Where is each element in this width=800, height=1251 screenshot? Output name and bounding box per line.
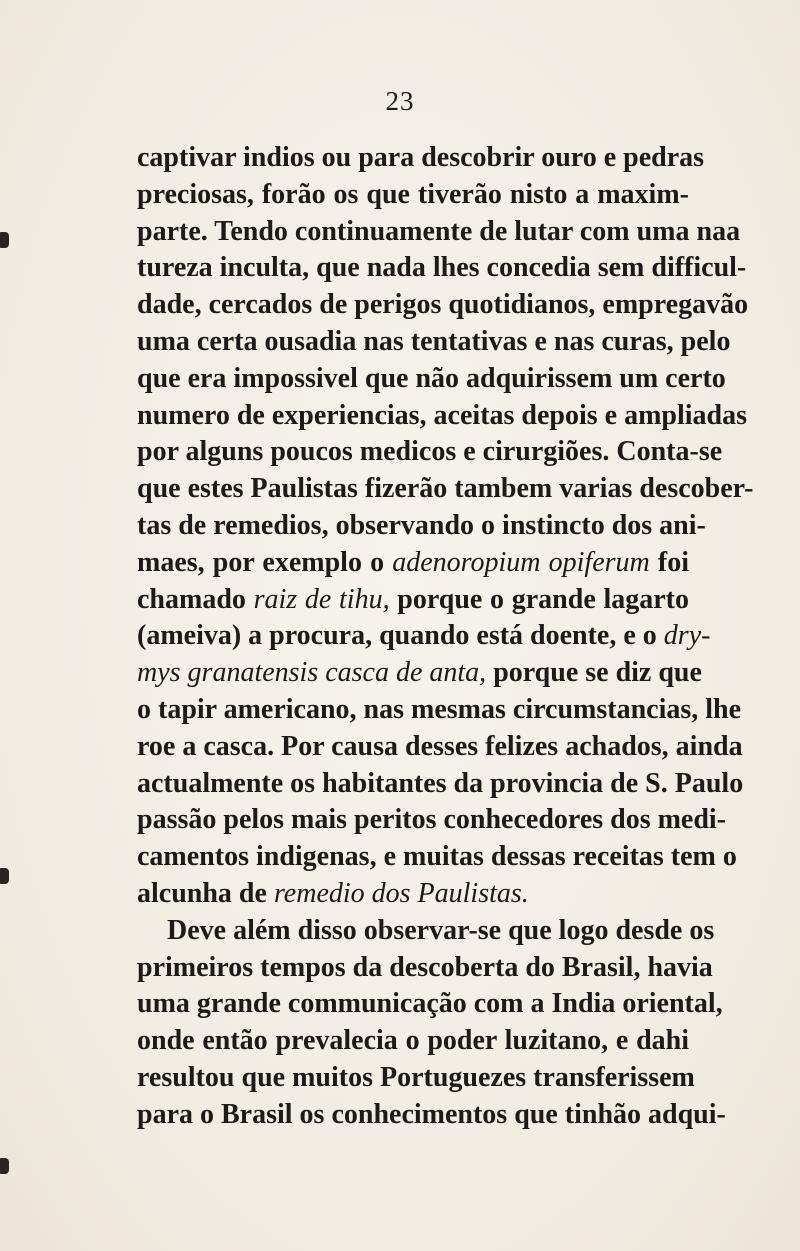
text-run: que era impossivel que não adquirissem um certo <box>137 362 726 394</box>
text-line <box>137 177 689 214</box>
text-line <box>137 655 702 692</box>
text-line <box>137 324 731 361</box>
text-line <box>137 545 689 582</box>
binding-mark <box>0 232 9 248</box>
text-line <box>137 140 705 177</box>
italic-term: dry- <box>663 620 711 652</box>
text-run: o tapir americano, nas mesmas circumstancias, lhe <box>137 693 742 725</box>
text-line <box>137 361 726 398</box>
text-line <box>137 434 723 471</box>
text-line <box>137 214 741 251</box>
text-run: (ameiva) a procura, quando está doente, e o <box>137 620 664 652</box>
text-line <box>137 766 744 803</box>
page-number: 23 <box>385 86 415 116</box>
italic-term: remedio dos Paulistas. <box>273 877 529 909</box>
text-run: camentos indigenas, e muitas dessas receitas tem o <box>137 841 737 873</box>
text-run: preciosas, forão os que tiverão nisto a maxim- <box>137 178 689 210</box>
text-line <box>137 618 711 655</box>
text-line <box>137 1060 695 1097</box>
text-run: dade, cercados de perigos quotidianos, empregavão <box>137 289 749 321</box>
text-run: actualmente os habitantes da provincia de S. Paulo <box>137 767 744 799</box>
text-run: resultou que muitos Portuguezes transferissem <box>137 1061 695 1093</box>
text-run: porque o grande lagarto <box>389 583 689 615</box>
text-line <box>137 582 689 619</box>
text-line <box>137 876 689 913</box>
text-run: onde então prevalecia o poder luzitano, e dahi <box>137 1025 689 1057</box>
text-run: alcunha de <box>137 877 274 909</box>
text-run: chamado <box>137 583 254 615</box>
text-line <box>137 471 754 508</box>
text-run: tureza inculta, que nada lhes concedia sem difficul- <box>137 252 747 284</box>
text-run: uma certa ousadia nas tentativas e nas curas, pelo <box>137 325 731 357</box>
text-line <box>137 802 727 839</box>
text-line <box>137 287 749 324</box>
text-line <box>137 692 742 729</box>
text-line <box>137 1023 689 1060</box>
text-run: captivar indios ou para descobrir ouro e pedras <box>137 142 705 173</box>
text-line <box>137 1097 726 1134</box>
italic-term: mys granatensis casca de anta, <box>137 657 487 689</box>
text-line <box>137 508 706 545</box>
text-run: porque se diz que <box>486 657 702 689</box>
text-line <box>137 729 743 766</box>
text-line <box>137 950 713 987</box>
text-run: uma grande communicação com a India oriental, <box>137 988 723 1020</box>
italic-term: raiz de tihu, <box>253 583 390 615</box>
italic-term: adenoropium opiferum <box>392 546 650 578</box>
text-line <box>137 986 723 1023</box>
text-run: maes, por exemplo o <box>137 546 393 578</box>
text-run: parte. Tendo continuamente de lutar com uma naa <box>137 215 741 247</box>
binding-mark <box>0 868 9 884</box>
text-run: por alguns poucos medicos e cirurgiões. Conta-se <box>137 436 723 468</box>
text-line <box>137 839 737 876</box>
text-run: numero de experiencias, aceitas depois e ampliadas <box>137 399 748 431</box>
text-run: passão pelos mais peritos conhecedores dos medi- <box>137 804 727 836</box>
text-line <box>137 250 747 287</box>
body-text <box>137 140 754 1134</box>
text-run: tas de remedios, observando o instincto dos ani- <box>137 509 706 541</box>
text-run: foi <box>649 546 689 578</box>
text-run: que estes Paulistas fizerão tambem varias descober- <box>137 473 754 505</box>
text-run: primeiros tempos da descoberta do Brasil, havia <box>137 951 713 983</box>
text-run: para o Brasil os conhecimentos que tinhão adqui- <box>137 1098 726 1130</box>
binding-mark <box>0 1158 9 1174</box>
text-line <box>137 398 748 435</box>
paragraph-start-line <box>137 913 715 950</box>
text-run: Deve além disso observar-se que logo desde os <box>167 914 715 946</box>
text-run: roe a casca. Por causa desses felizes achados, ainda <box>137 730 743 762</box>
